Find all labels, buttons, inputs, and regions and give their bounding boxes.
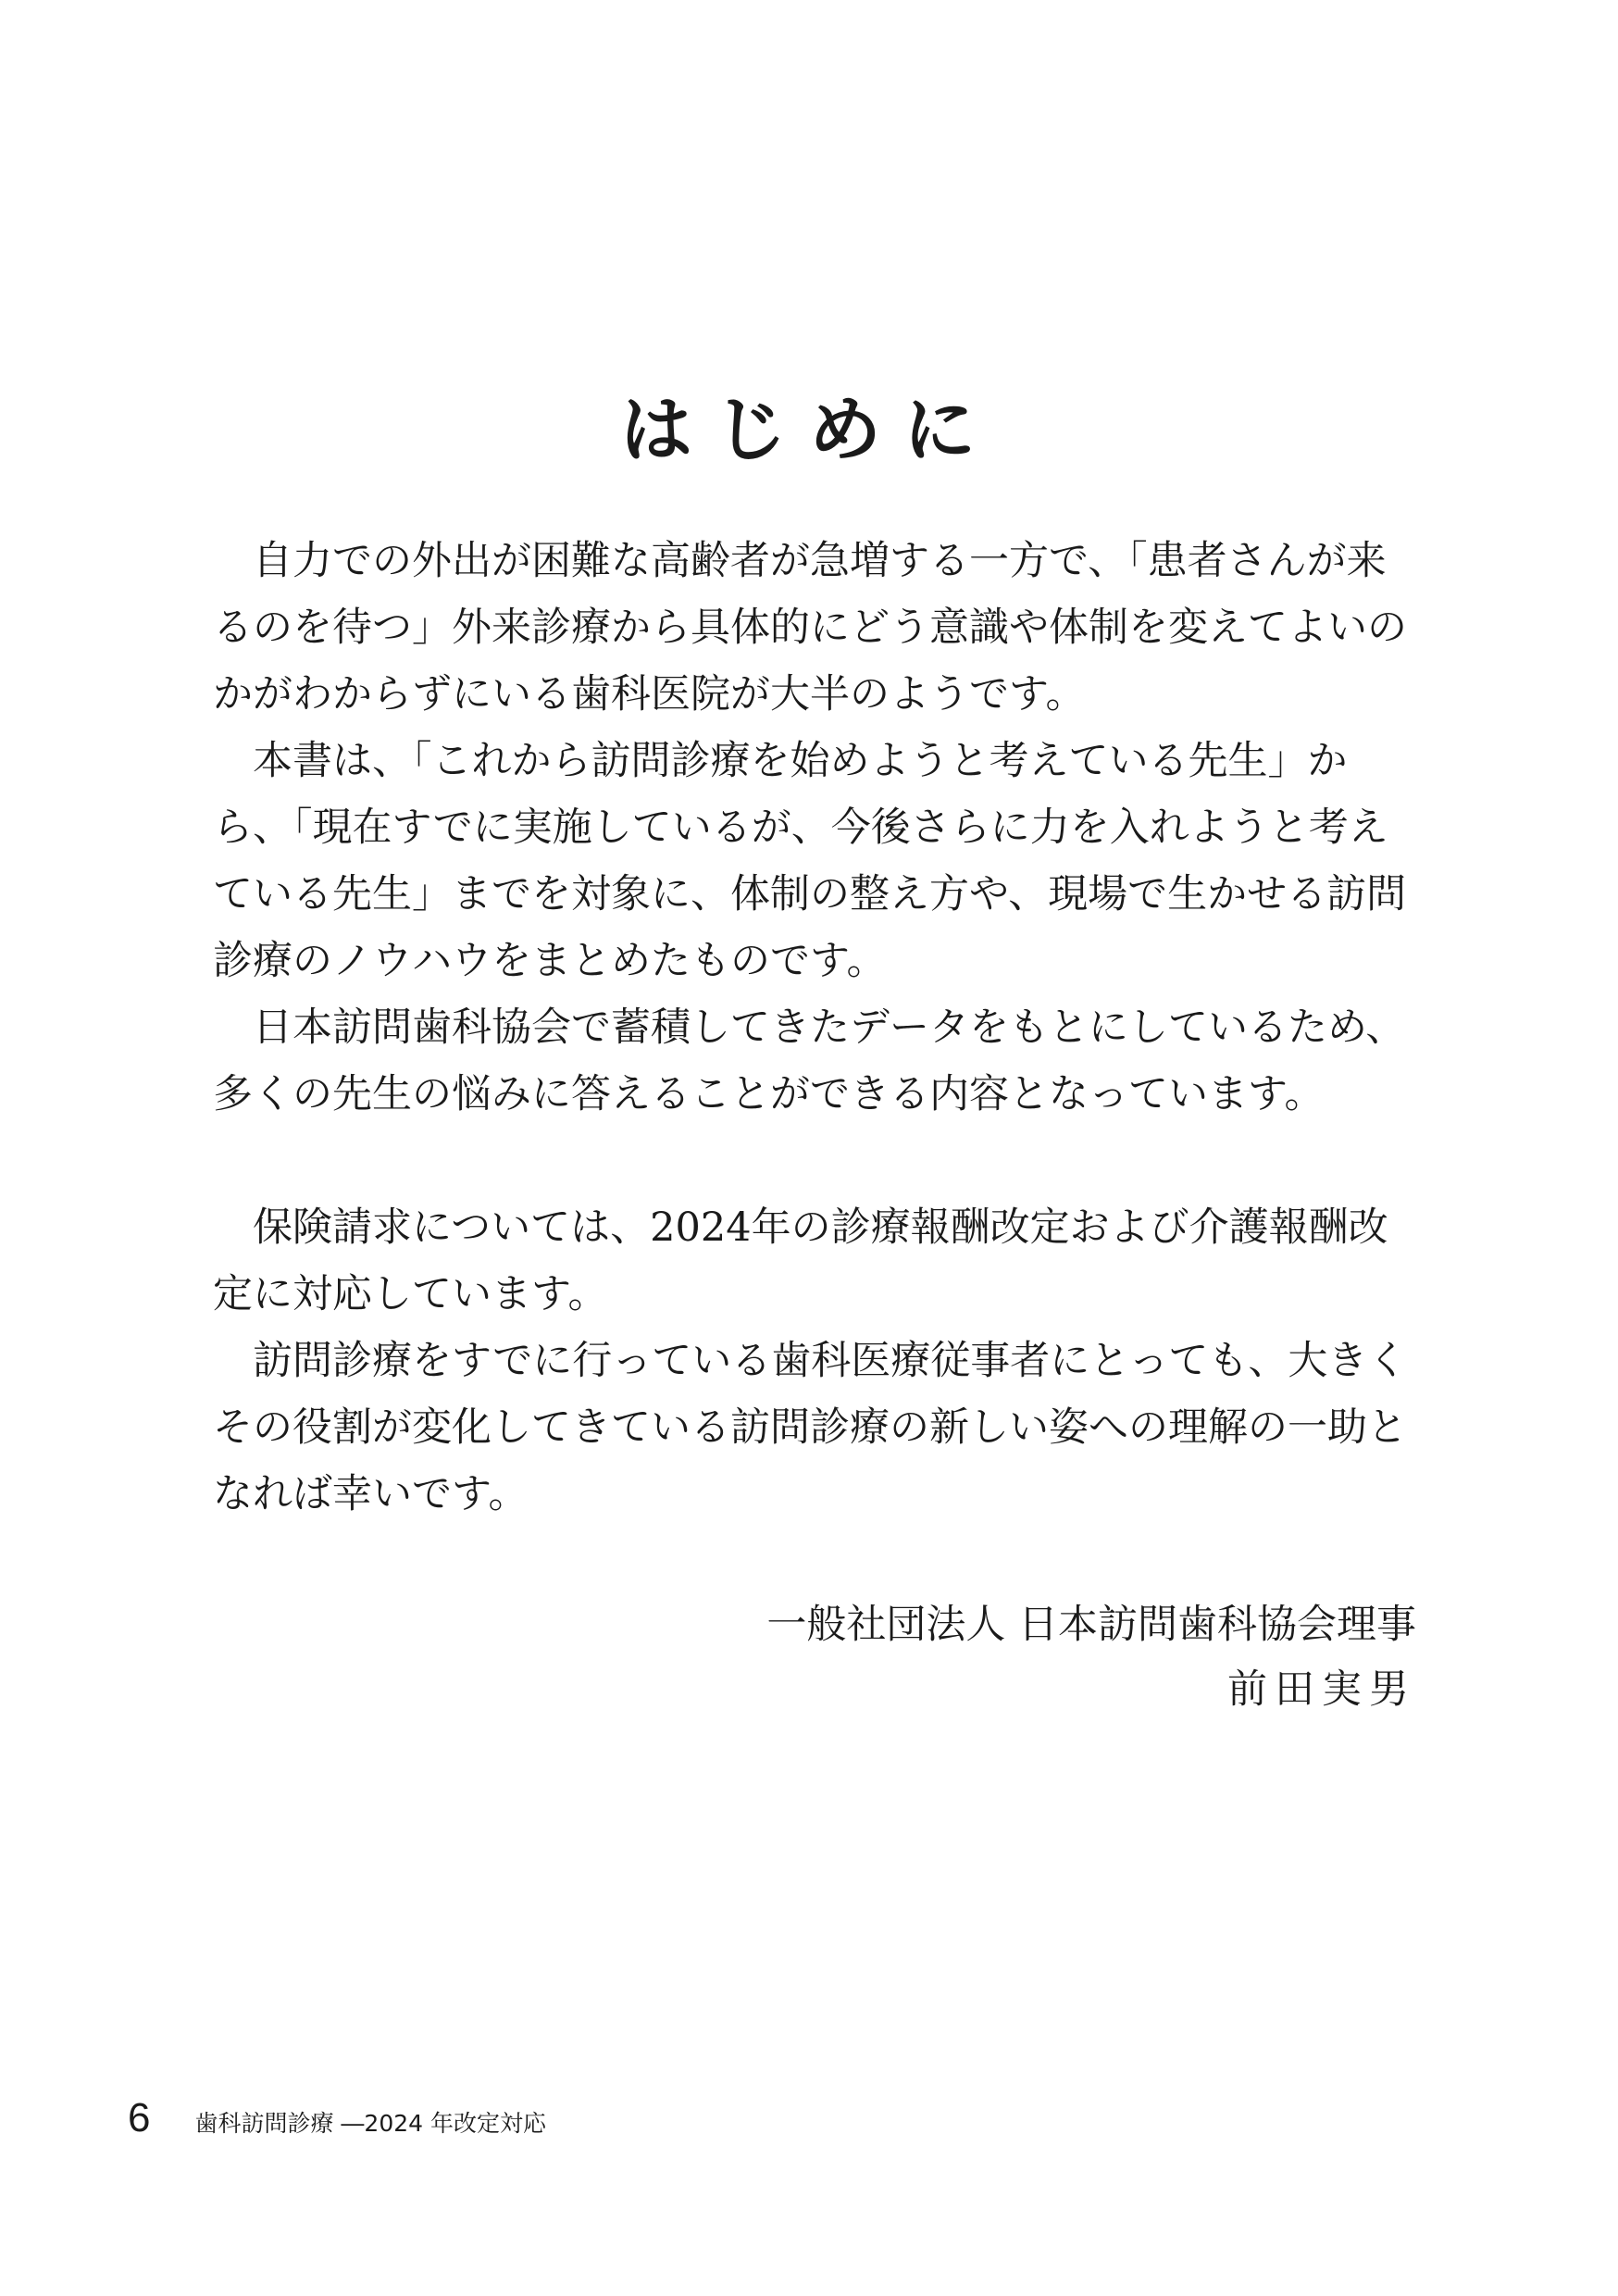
preface-body <box>213 528 1416 1528</box>
page-number: 6 <box>128 2095 151 2140</box>
paragraph: 本書は、「これから訪問診療を始めようと考えている先生」から、「現在すでに実施しているが、今後さらに力を入れようと考えている先生」までを対象に、体制の整え方や、現場で生かせる訪問診療のノウハウをまとめたものです。 <box>213 738 1407 984</box>
page-title: はじめに <box>619 388 998 472</box>
running-title: 歯科訪問診療 ―2024 年改定対応 <box>194 2110 547 2137</box>
paragraph: 訪問診療をすでに行っている歯科医療従事者にとっても、大きくその役割が変化してきている訪問診療の新しい姿への理解の一助となれば幸いです。 <box>213 1338 1408 1517</box>
signature-organization: 一般社団法人 日本訪問歯科協会理事 <box>766 1602 1416 1648</box>
page-footer <box>128 2090 546 2146</box>
paragraph: 日本訪問歯科協会で蓄積してきたデータをもとにしているため、多くの先生の悩みに答えることができる内容となっています。 <box>213 1004 1406 1117</box>
signature-name: 前田実男 <box>1227 1666 1416 1713</box>
paragraph-gap <box>213 1128 1416 1194</box>
paragraph: 保険請求については、2024年の診療報酬改定および介護報酬改定に対応しています。 <box>213 1204 1388 1317</box>
signature <box>766 1592 1416 1722</box>
paragraph: 自力での外出が困難な高齢者が急増する一方で、「患者さんが来るのを待つ」外来診療から具体的にどう意識や体制を変えてよいのかがわからずにいる歯科医院が大半のようです。 <box>213 538 1407 718</box>
